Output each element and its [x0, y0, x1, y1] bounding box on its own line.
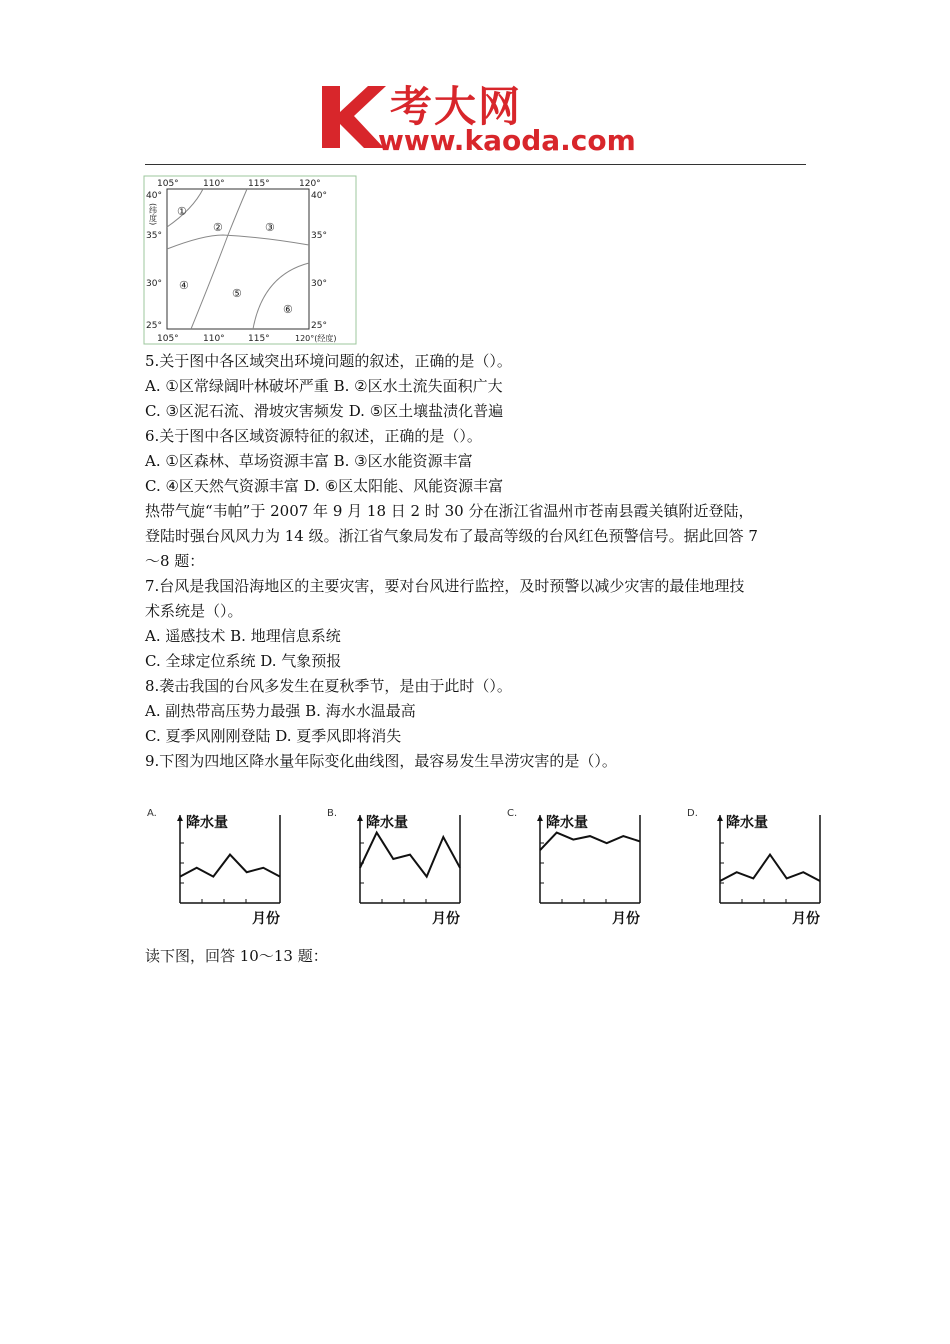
read-instruction: 读下图，回答 10～13 题： [145, 947, 328, 965]
region-2: ② [213, 221, 223, 234]
chart-c-ylabel: 降水量 [546, 815, 588, 831]
right-tick-35: 35° [311, 231, 327, 241]
q8-options-ab: A. 副热带高压势力最强 B. 海水水温最高 [145, 702, 416, 720]
header-rule [145, 164, 806, 165]
top-tick-105: 105° [157, 179, 179, 189]
left-tick-40: 40° [146, 191, 162, 201]
q8-options-cd: C. 夏季风刚刚登陆 D. 夏季风即将消失 [145, 727, 402, 745]
q7-options-ab: A. 遥感技术 B. 地理信息系统 [145, 627, 341, 645]
chart-a-ylabel: 降水量 [186, 815, 228, 831]
chart-a-series-line [180, 855, 280, 877]
chart-b-ylabel: 降水量 [366, 815, 408, 831]
q8-stem: 8.袭击我国的台风多发生在夏秋季节，是由于此时（）。 [145, 677, 512, 695]
top-tick-110: 110° [203, 179, 225, 189]
chart-d [685, 800, 855, 930]
region-4: ④ [179, 279, 189, 292]
q9-stem: 9.下图为四地区降水量年际变化曲线图，最容易发生旱涝灾害的是（）。 [145, 752, 617, 770]
chart-b-xlabel: 月份 [432, 911, 460, 927]
right-tick-40: 40° [311, 191, 327, 201]
chart-b-y-arrow [357, 815, 363, 821]
chart-b-option-label: B. [327, 808, 338, 819]
passage-line-3: ～8 题： [145, 552, 205, 570]
q5-options-cd: C. ③区泥石流、滑坡灾害频发 D. ⑤区土壤盐渍化普遍 [145, 402, 504, 420]
bottom-tick-110: 110° [203, 334, 225, 344]
q7-stem-2: 术系统是（）。 [145, 602, 243, 620]
chart-d-y-arrow [717, 815, 723, 821]
chart-c-series-line [540, 833, 640, 851]
region-map [143, 175, 357, 345]
q5-stem: 5.关于图中各区域突出环境问题的叙述，正确的是（）。 [145, 352, 512, 370]
chart-c-xlabel: 月份 [612, 911, 640, 927]
chart-b [325, 800, 495, 930]
chart-c [505, 800, 675, 930]
passage-line-1: 热带气旋“韦帕”于 2007 年 9 月 18 日 2 时 30 分在浙江省温州市苍南县霞关镇附近登陆， [145, 502, 754, 520]
lat-axis-label: (纬度) [148, 203, 158, 226]
region-3: ③ [265, 221, 275, 234]
q6-stem: 6.关于图中各区域资源特征的叙述，正确的是（）。 [145, 427, 482, 445]
passage-line-2: 登陆时强台风风力为 14 级。浙江省气象局发布了最高等级的台风红色预警信号。据此回答 7 [145, 527, 758, 545]
logo-url: www.kaoda.com [378, 124, 636, 157]
chart-d-series-line [720, 855, 820, 881]
right-tick-30: 30° [311, 279, 327, 289]
bottom-tick-120: 120°(经度) [295, 334, 337, 343]
top-tick-120: 120° [299, 179, 321, 189]
region-5: ⑤ [232, 287, 242, 300]
region-6: ⑥ [283, 303, 293, 316]
right-tick-25: 25° [311, 321, 327, 331]
chart-d-option-label: D. [687, 808, 698, 819]
chart-d-xlabel: 月份 [792, 911, 820, 927]
bottom-tick-115: 115° [248, 334, 270, 344]
chart-a-xlabel: 月份 [252, 911, 280, 927]
left-tick-30: 30° [146, 279, 162, 289]
q6-options-cd: C. ④区天然气资源丰富 D. ⑥区太阳能、风能资源丰富 [145, 477, 504, 495]
q6-options-ab: A. ①区森林、草场资源丰富 B. ③区水能资源丰富 [145, 452, 473, 470]
rainfall-charts [140, 800, 840, 930]
q5-options-ab: A. ①区常绿阔叶林破坏严重 B. ②区水土流失面积广大 [145, 377, 503, 395]
q7-stem-1: 7.台风是我国沿海地区的主要灾害，要对台风进行监控，及时预警以减少灾害的最佳地理技 [145, 577, 745, 595]
chart-a [145, 800, 315, 930]
chart-a-y-arrow [177, 815, 183, 821]
bottom-tick-105: 105° [157, 334, 179, 344]
top-tick-115: 115° [248, 179, 270, 189]
chart-d-ylabel: 降水量 [726, 815, 768, 831]
left-tick-35: 35° [146, 231, 162, 241]
q7-options-cd: C. 全球定位系统 D. 气象预报 [145, 652, 342, 670]
chart-a-option-label: A. [147, 808, 157, 819]
chart-c-y-arrow [537, 815, 543, 821]
chart-b-series-line [360, 833, 460, 877]
kaoda-logo [318, 80, 638, 160]
region-1: ① [177, 205, 187, 218]
left-tick-25: 25° [146, 321, 162, 331]
chart-c-option-label: C. [507, 808, 518, 819]
logo-title: 考大网 [390, 82, 523, 131]
